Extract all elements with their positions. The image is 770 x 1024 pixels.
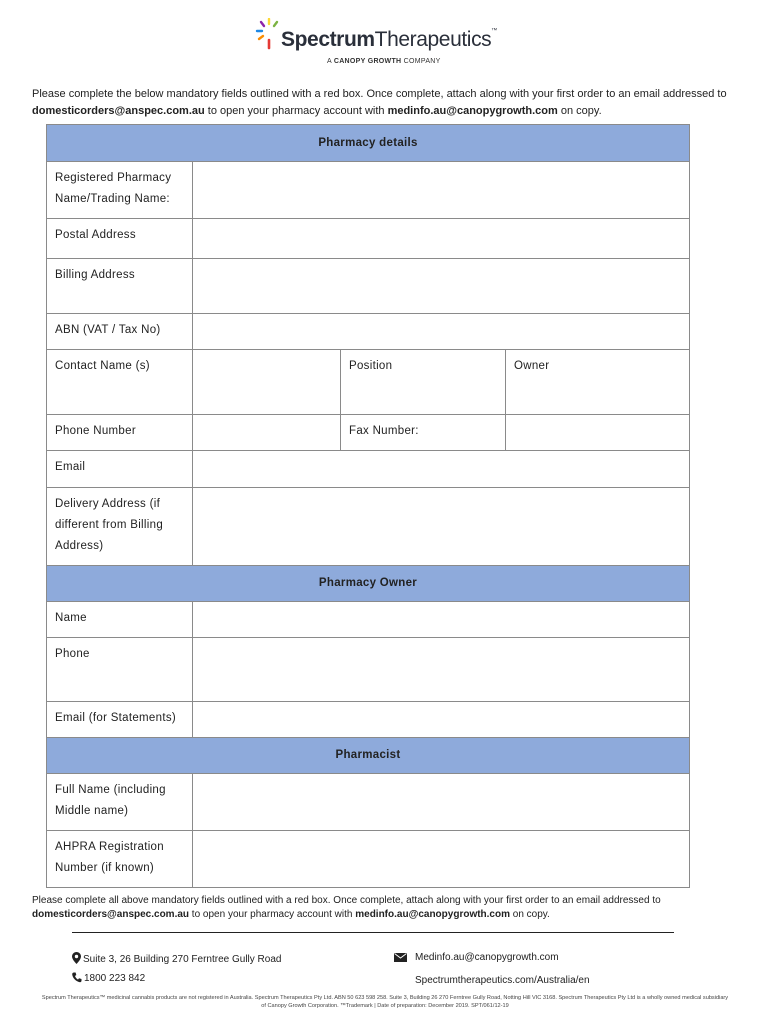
outro-text-1: Please complete all above mandatory fields outlined with a red box. Once complete, attach along with your first order to an email addressed to [32, 895, 661, 906]
footer-phone [72, 972, 145, 984]
label-ahpra-number: AHPRA Registration Number (if known) [47, 831, 193, 888]
input-email[interactable] [193, 451, 690, 488]
footer-address-text: Suite 3, 26 Building 270 Ferntree Gully Road [83, 954, 282, 965]
section-header-pharmacy-details: Pharmacy details [47, 125, 690, 162]
footer-email-text[interactable]: Medinfo.au@canopygrowth.com [415, 952, 559, 963]
input-abn[interactable] [193, 314, 690, 350]
footer-email [394, 952, 559, 963]
brand-name-bold: Spectrum [281, 28, 375, 51]
tagline-suffix: COMPANY [403, 58, 441, 65]
input-postal-address[interactable] [193, 219, 690, 259]
footer-phone-text: 1800 223 842 [84, 973, 146, 984]
label-registered-pharmacy: Registered Pharmacy Name/Trading Name: [47, 162, 193, 219]
label-position[interactable]: Position [341, 350, 506, 415]
outro-email-orders[interactable]: domesticorders@anspec.com.au [32, 909, 190, 920]
trademark: ™ [491, 28, 497, 34]
outro-instructions [32, 894, 732, 922]
input-billing-address[interactable] [193, 259, 690, 314]
intro-instructions [32, 86, 732, 120]
input-registered-pharmacy[interactable] [193, 162, 690, 219]
envelope-icon [394, 953, 407, 962]
footer-address [72, 952, 281, 965]
spectrum-burst-icon [255, 18, 283, 52]
intro-text-1: Please complete the below mandatory fields outlined with a red box. Once complete, attach along with your first order to an email addressed to [32, 88, 727, 100]
intro-email-medinfo[interactable]: medinfo.au@canopygrowth.com [387, 105, 558, 117]
section-header-pharmacist: Pharmacist [47, 738, 690, 774]
input-owner-email[interactable] [193, 702, 690, 738]
brand-name [281, 28, 497, 52]
input-fax-number[interactable] [506, 415, 690, 451]
pharmacy-form-table [46, 124, 690, 888]
intro-text-2: to open your pharmacy account with [204, 105, 388, 117]
label-owner-phone: Phone [47, 638, 193, 702]
intro-email-orders[interactable]: domesticorders@anspec.com.au [32, 105, 205, 117]
label-abn: ABN (VAT / Tax No) [47, 314, 193, 350]
label-owner-name: Name [47, 602, 193, 638]
input-full-name[interactable] [193, 774, 690, 831]
brand-tagline [327, 58, 441, 65]
label-billing-address: Billing Address [47, 259, 193, 314]
input-phone-number[interactable] [193, 415, 341, 451]
outro-email-medinfo[interactable]: medinfo.au@canopygrowth.com [355, 909, 510, 920]
label-contact-name: Contact Name (s) [47, 350, 193, 415]
section-header-pharmacy-owner: Pharmacy Owner [47, 566, 690, 602]
footer-website[interactable]: Spectrumtherapeutics.com/Australia/en [415, 975, 590, 986]
label-delivery-address: Delivery Address (if different from Billing Address) [47, 488, 193, 566]
tagline-bold: CANOPY GROWTH [333, 58, 402, 65]
input-contact-name[interactable] [193, 350, 341, 415]
legal-disclaimer: Spectrum Therapeutics™ medicinal cannabis products are not registered in Australia. Spectrum Therapeutics Pty Ltd. ABN 50 623 598 258. Suite 3, Building 26 270 Ferntree Gully Road, Notting Hill VIC 3168. Spectrum Therapeutics Pty Ltd is a wholly owned medical subsidiary of Canopy Growth Corporation. ™Trademark | Date of preparation: December 2019. SPT/061/12-19 [41, 995, 729, 1009]
footer-divider [72, 932, 674, 933]
brand-name-regular: Therapeutics [374, 28, 492, 51]
intro-text-3: on copy. [557, 105, 602, 117]
input-delivery-address[interactable] [193, 488, 690, 566]
label-owner[interactable]: Owner [506, 350, 690, 415]
label-postal-address: Postal Address [47, 219, 193, 259]
label-email: Email [47, 451, 193, 488]
input-owner-name[interactable] [193, 602, 690, 638]
input-owner-phone[interactable] [193, 638, 690, 702]
input-ahpra-number[interactable] [193, 831, 690, 888]
tagline-prefix: A [327, 58, 332, 65]
label-owner-email: Email (for Statements) [47, 702, 193, 738]
phone-icon [72, 972, 82, 983]
label-phone-number: Phone Number [47, 415, 193, 451]
outro-text-2: to open your pharmacy account with [189, 909, 356, 920]
location-pin-icon [72, 952, 81, 964]
label-fax-number[interactable]: Fax Number: [341, 415, 506, 451]
spectrum-therapeutics-logo [255, 18, 515, 70]
outro-text-3: on copy. [510, 909, 550, 920]
label-full-name: Full Name (including Middle name) [47, 774, 193, 831]
